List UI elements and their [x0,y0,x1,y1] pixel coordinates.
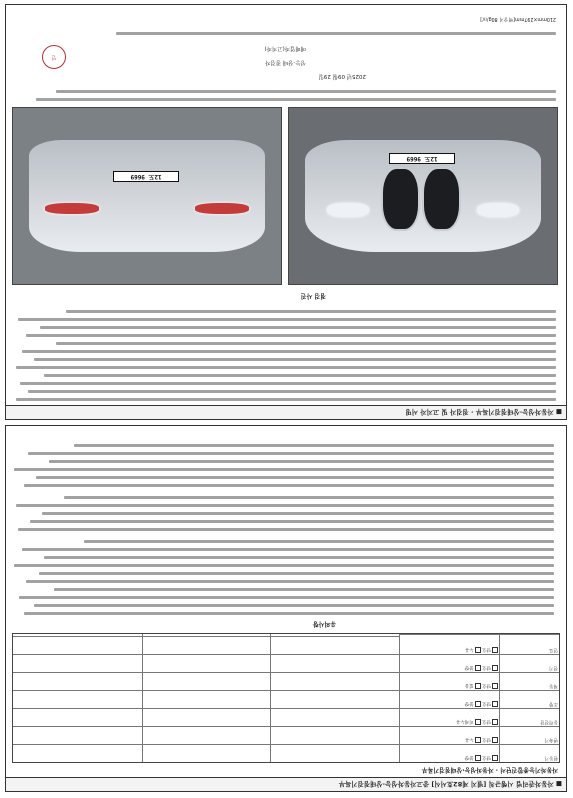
taillight-right [45,203,99,214]
grille-left [422,167,461,231]
checkbox-icon[interactable] [475,647,481,653]
provider-label: 매매업자(고지자) [264,45,306,51]
inspection-record-title: 자동차기능종합진단서 · 자동차성능·상태점검기록부 [421,766,558,773]
checklist-row-label: 전기 [499,654,559,672]
checkbox-icon[interactable] [475,737,481,743]
checkbox-icon[interactable] [492,755,498,761]
checkbox-icon[interactable] [492,701,498,707]
checkbox-icon[interactable] [475,755,481,761]
inspection-record-panel [5,425,567,792]
vehicle-front-photo [288,107,558,285]
signature-date: 2025년 09월 29일 [318,73,366,79]
checkbox-icon[interactable] [492,665,498,671]
vehicle-rear-photo [12,107,282,285]
inspection-record-header: ■ 자동차관리법 시행규칙 [별지 제82호서식] 중고자동차성능·상태점검기록부 [6,777,566,791]
photo-signature-panel [5,4,567,420]
checklist-row-label: 동력전달 [499,708,559,726]
notice-header: 유의사항 [312,620,336,627]
checkbox-icon[interactable] [492,719,498,725]
checklist-row-label: 원동기 [499,744,559,762]
photo-section-title: 점검 사진 [300,292,326,299]
checklist-table [12,633,560,763]
headlight-right [327,203,370,217]
checklist-option[interactable]: 양호 없음 [399,672,499,690]
car-body-shape [29,140,265,253]
checkbox-icon[interactable] [475,719,481,725]
headlight-left [477,203,520,217]
footer-text: 210mm×297mm[백상지 80g/㎡] [480,16,556,21]
checklist-option[interactable]: 양호 불량 [399,744,499,762]
checkbox-icon[interactable] [492,737,498,743]
taillight-left [195,203,249,214]
checkbox-icon[interactable] [475,701,481,707]
checklist-option[interactable]: 양호 불량 [399,690,499,708]
inspector-label: 성능·상태 점검자 [265,59,306,65]
checklist-row-label: 연료 [499,634,559,654]
photo-signature-header: ■ 자동차성능·상태점검기록부 · 점검자 및 고지자 서명 [6,405,566,419]
checklist-row-label: 조향 [499,690,559,708]
checklist-option[interactable]: 양호 누유 [399,634,499,654]
license-plate-front: 12도 9669 [389,153,455,164]
checklist-option[interactable]: 양호 미세누유 [399,708,499,726]
license-plate-rear: 12도 9669 [113,171,179,182]
checklist-detail-grid [13,634,399,762]
seal-stamp: 인 [42,45,66,69]
checklist-option[interactable]: 양호 불량 [399,654,499,672]
checkbox-icon[interactable] [492,647,498,653]
grille-right [382,167,421,231]
checklist-row-label: 변속기 [499,726,559,744]
checklist-row-label: 제동 [499,672,559,690]
checkbox-icon[interactable] [492,683,498,689]
checkbox-icon[interactable] [475,683,481,689]
checklist-option[interactable]: 양호 누유 [399,726,499,744]
checkbox-icon[interactable] [475,665,481,671]
